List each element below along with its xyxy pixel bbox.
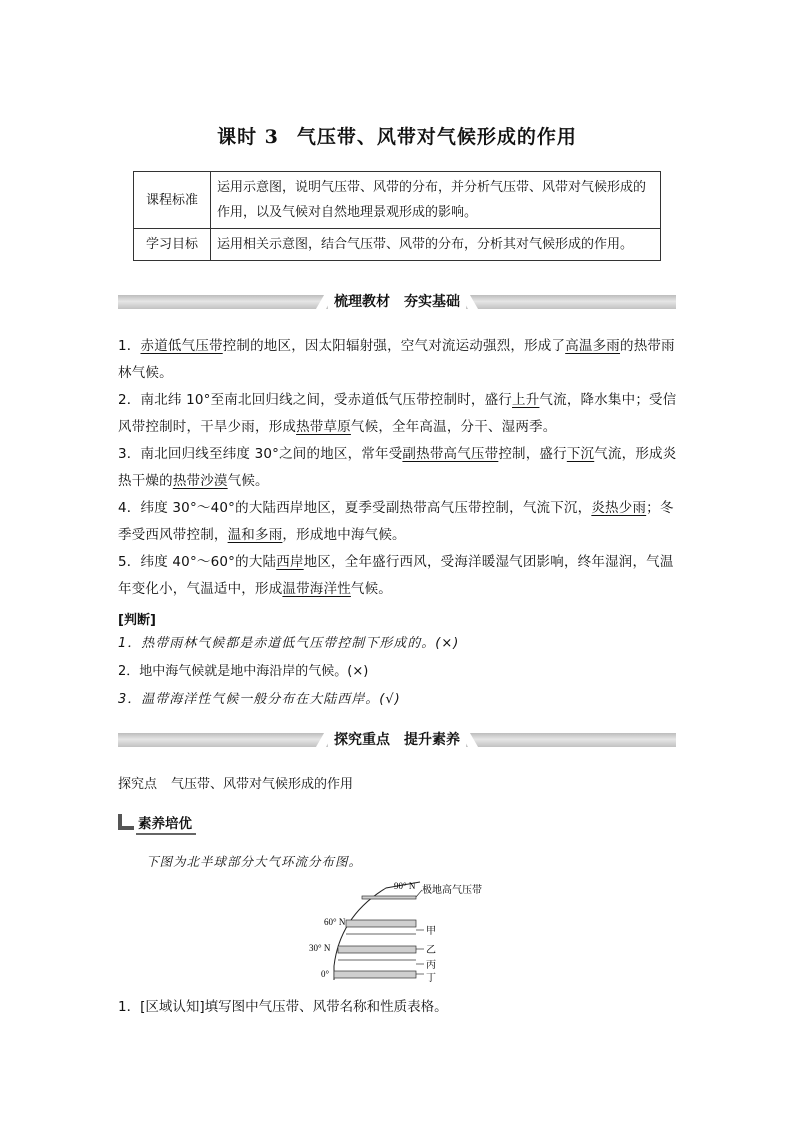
table-row (134, 229, 661, 261)
point-text: 5．纬度 40°～60°的大陆 (118, 554, 277, 570)
banner-label: 梳理教材 夯实基础 (328, 291, 466, 313)
answer-underlined: 炎热少雨 (591, 500, 647, 516)
point-text: 4．纬度 30°～40°的大陆西岸地区，夏季受副热带高气压带控制，气流下沉， (118, 500, 592, 516)
label-ding: 丁 (426, 973, 436, 984)
table-key: 课程标准 (134, 172, 211, 229)
explore-topic: 气压带、风带对气候形成的作用 (171, 777, 354, 792)
lat-label-30: 30° N (309, 943, 331, 953)
point-text: 气流，降水集中；受信风带控制时，干旱少雨，形成 (118, 392, 677, 435)
circulation-diagram (300, 876, 510, 988)
section-banner-explore (118, 729, 676, 751)
answer-underlined: 西岸 (276, 554, 304, 570)
answer-underlined: 上升 (512, 392, 540, 408)
point-text: ，形成地中海气候。 (282, 527, 406, 543)
lesson-number: 课时 3 (217, 126, 279, 148)
judgement-3: 3．温带海洋性气候一般分布在大陆西岸。(√) (118, 692, 401, 707)
knowledge-point-2 (118, 387, 678, 441)
standards-table (133, 171, 661, 261)
banner-label: 探究重点 提升素养 (328, 729, 466, 751)
judgement-1: 1．热带雨林气候都是赤道低气压带控制下形成的。(×) (118, 636, 460, 651)
knowledge-point-1 (118, 333, 678, 387)
belt-polar-high (362, 896, 416, 899)
point-text: 控制，盛行 (498, 446, 567, 462)
answer-underlined: 赤道低气压带 (140, 338, 223, 354)
belt-ding (334, 971, 416, 978)
lat-label-0: 0° (321, 969, 330, 979)
table-row (134, 172, 661, 229)
subsection-title: 素养培优 (136, 812, 196, 835)
lat-label-60: 60° N (324, 917, 346, 927)
label-jia: 甲 (426, 926, 436, 937)
knowledge-point-4 (118, 495, 678, 549)
point-text: 的热带雨林气候。 (118, 338, 675, 381)
knowledge-point-5 (118, 549, 678, 603)
lesson-topic: 气压带、风带对气候形成的作用 (296, 126, 577, 148)
point-text: 1． (118, 338, 141, 354)
point-text: 气候。 (350, 581, 393, 597)
judge-heading: [判断] (118, 613, 156, 628)
answer-underlined: 副热带高气压带 (402, 446, 499, 462)
table-value: 运用示意图，说明气压带、风带的分布，并分析气压带、风带对气候形成的作用，以及气候对自然地理景观形成的影响。 (211, 172, 661, 229)
label-polar-high: 极地高气压带 (422, 885, 482, 896)
label-bing: 丙 (426, 960, 436, 971)
belt-yi (338, 946, 416, 953)
page-title (0, 122, 794, 149)
point-text: 气候，全年高温，分干、湿两季。 (350, 419, 557, 435)
belt-jia (346, 920, 416, 927)
point-text: ；冬季受西风带控制， (118, 500, 674, 543)
point-text: 控制的地区，因太阳辐射强，空气对流运动强烈，形成了 (222, 338, 566, 354)
corner-marker-icon (118, 814, 134, 830)
answer-underlined: 高温多雨 (565, 338, 621, 354)
point-text: 2．南北纬 10°至南北回归线之间，受赤道低气压带控制时，盛行 (118, 392, 513, 408)
label-yi: 乙 (426, 945, 436, 956)
table-key: 学习目标 (134, 229, 211, 261)
point-text: 3．南北回归线至纬度 30°之间的地区，常年受 (118, 446, 403, 462)
judgement-2: 2．地中海气候就是地中海沿岸的气候。(×) (118, 664, 369, 679)
diagram-caption: 下图为北半球部分大气环流分布图。 (146, 854, 363, 869)
section-banner-basics (118, 291, 676, 313)
answer-underlined: 温和多雨 (227, 527, 283, 543)
table-value: 运用相关示意图，结合气压带、风带的分布，分析其对气候形成的作用。 (211, 229, 661, 261)
answer-underlined: 热带草原 (296, 419, 351, 435)
answer-underlined: 温带海洋性 (282, 581, 351, 597)
point-text: 气流，形成炎热干燥的 (118, 446, 677, 489)
knowledge-point-3 (118, 441, 678, 495)
explore-point (118, 773, 353, 792)
question-1: 1．[区域认知]填写图中气压带、风带名称和性质表格。 (118, 999, 448, 1015)
lat-label-90: 90° N (394, 881, 416, 891)
point-text: 气候。 (227, 473, 269, 489)
explore-label: 探究点 (118, 777, 158, 792)
point-text: 地区，全年盛行西风，受海洋暖湿气团影响，终年湿润，气温年变化小，气温适中，形成 (118, 554, 674, 597)
answer-underlined: 下沉 (566, 446, 595, 462)
answer-underlined: 热带沙漠 (172, 473, 228, 489)
